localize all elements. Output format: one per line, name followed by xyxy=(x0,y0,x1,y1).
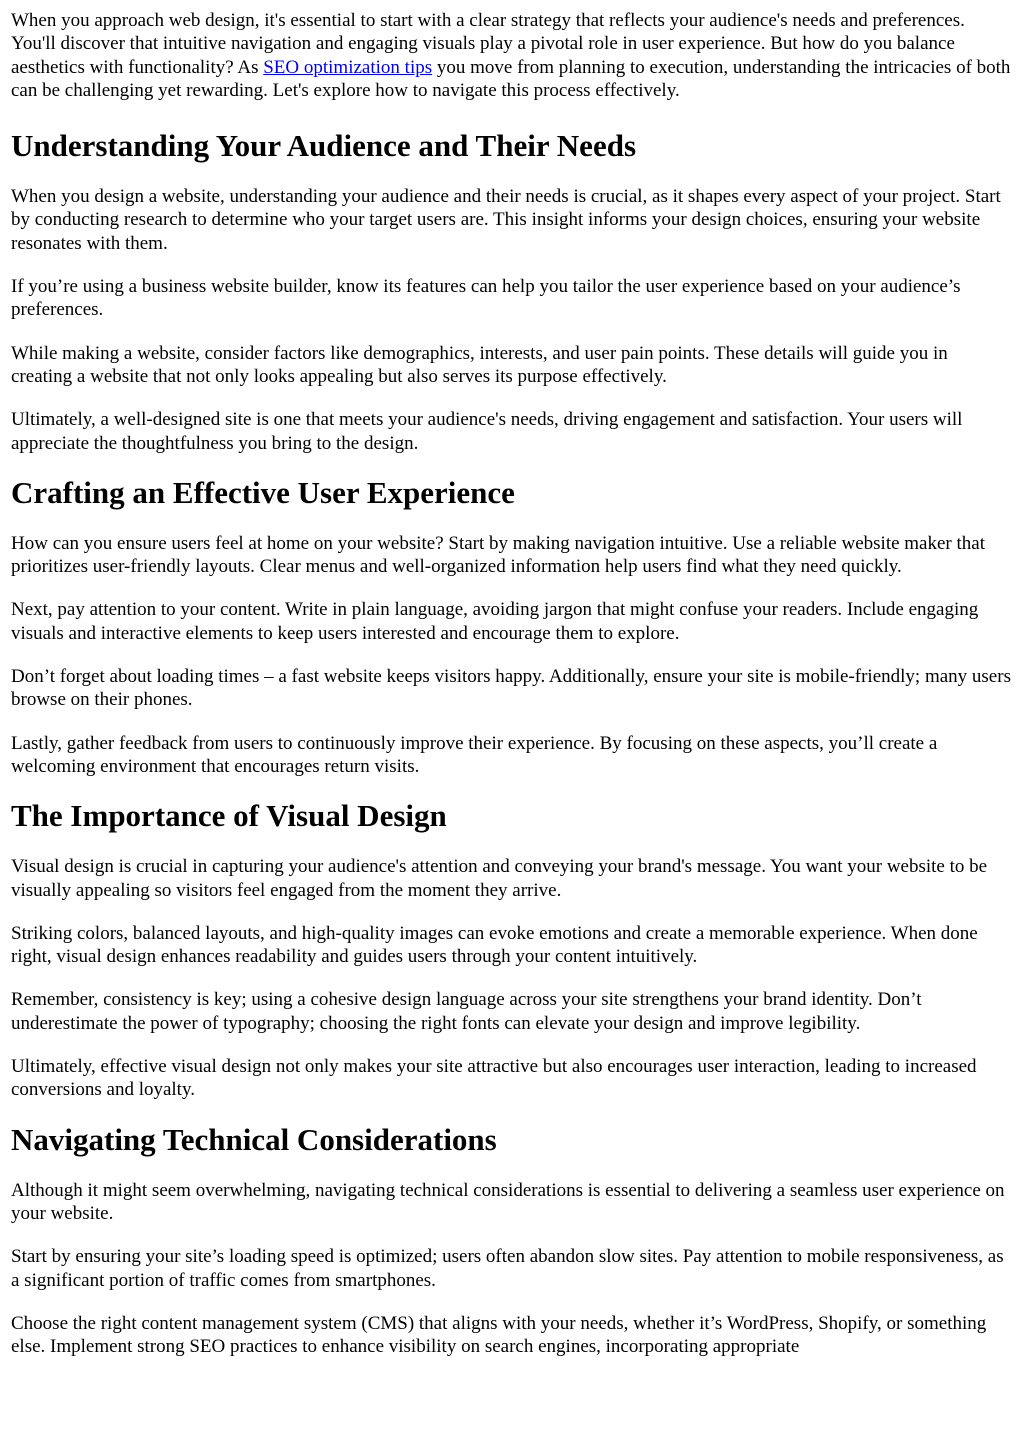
paragraph: While making a website, consider factors like demographics, interests, and user pain points. These details will guide you in creating a website that not only looks appealing but also serves its purpose effectively. xyxy=(11,342,948,387)
section-heading-user-experience: Crafting an Effective User Experience xyxy=(11,474,515,510)
paragraph: Ultimately, effective visual design not only makes your site attractive but also encourages user interaction, leading to increased conversions and loyalty. xyxy=(11,1056,977,1101)
paragraph: When you design a website, understanding your audience and their needs is crucial, as it shapes every aspect of your project. Start by conducting research to determine who your target users are. This insight informs your design choices, ensuring your website resonates with them. xyxy=(11,186,1001,254)
paragraph: If you’re using a business website builder, know its features can help you tailor the user experience based on your audience’s preferences. xyxy=(11,276,961,321)
paragraph: Choose the right content management system (CMS) that aligns with your needs, whether it’s WordPress, Shopify, or something else. Implement strong SEO practices to enhance visibility on search engines, incorporating appropriate xyxy=(11,1312,987,1358)
paragraph: Don’t forget about loading times – a fast website keeps visitors happy. Additionally, ensure your site is mobile-friendly; many users browse on their phones. xyxy=(11,666,1011,711)
section-heading-technical: Navigating Technical Considerations xyxy=(11,1121,497,1157)
intro-paragraph xyxy=(11,9,1011,102)
intro-text-end: you move from planning to execution, understanding the intricacies of both can be challenging yet rewarding. Let's explore how to navigate this process effectively. xyxy=(11,56,1011,101)
article xyxy=(11,9,1011,1378)
paragraph: Lastly, gather feedback from users to continuously improve their experience. By focusing on these aspects, you’ll create a welcoming environment that encourages return visits. xyxy=(11,732,938,777)
intro-text-start: When you approach web design, it's essential to start with a clear strategy that reflects your audience's needs and preferences. You'll discover that intuitive navigation and engaging visuals play a pivotal role in user experience. But how do you balance aesthetics with functionality? As xyxy=(11,10,965,78)
seo-optimization-link[interactable]: SEO optimization tips xyxy=(263,56,433,78)
section-heading-visual-design: The Importance of Visual Design xyxy=(11,798,447,834)
paragraph: How can you ensure users feel at home on your website? Start by making navigation intuitive. Use a reliable website maker that prioritizes user-friendly layouts. Clear menus and well-organized information help users find what they need quickly. xyxy=(11,532,985,578)
paragraph: Start by ensuring your site’s loading speed is optimized; users often abandon slow sites. Pay attention to mobile responsiveness, as a significant portion of traffic comes from smartphones. xyxy=(11,1246,1004,1291)
paragraph: Remember, consistency is key; using a cohesive design language across your site strengthens your brand identity. Don’t underestimate the power of typography; choosing the right fonts can elevate your design and improve legibility. xyxy=(11,989,922,1034)
paragraph: Next, pay attention to your content. Write in plain language, avoiding jargon that might confuse your readers. Include engaging visuals and interactive elements to keep users interested and encourage them to explore. xyxy=(11,599,979,644)
paragraph: Ultimately, a well-designed site is one that meets your audience's needs, driving engagement and satisfaction. Your users will appreciate the thoughtfulness you bring to the design. xyxy=(11,409,963,454)
section-heading-audience: Understanding Your Audience and Their Needs xyxy=(11,128,637,164)
paragraph: Striking colors, balanced layouts, and high-quality images can evoke emotions and create a memorable experience. When done right, visual design enhances readability and guides users through your content intuitively. xyxy=(11,922,978,968)
paragraph: Although it might seem overwhelming, navigating technical considerations is essential to delivering a seamless user experience on your website. xyxy=(11,1179,1005,1224)
paragraph: Visual design is crucial in capturing your audience's attention and conveying your brand's message. You want your website to be visually appealing so visitors feel engaged from the moment they arrive. xyxy=(11,856,988,901)
